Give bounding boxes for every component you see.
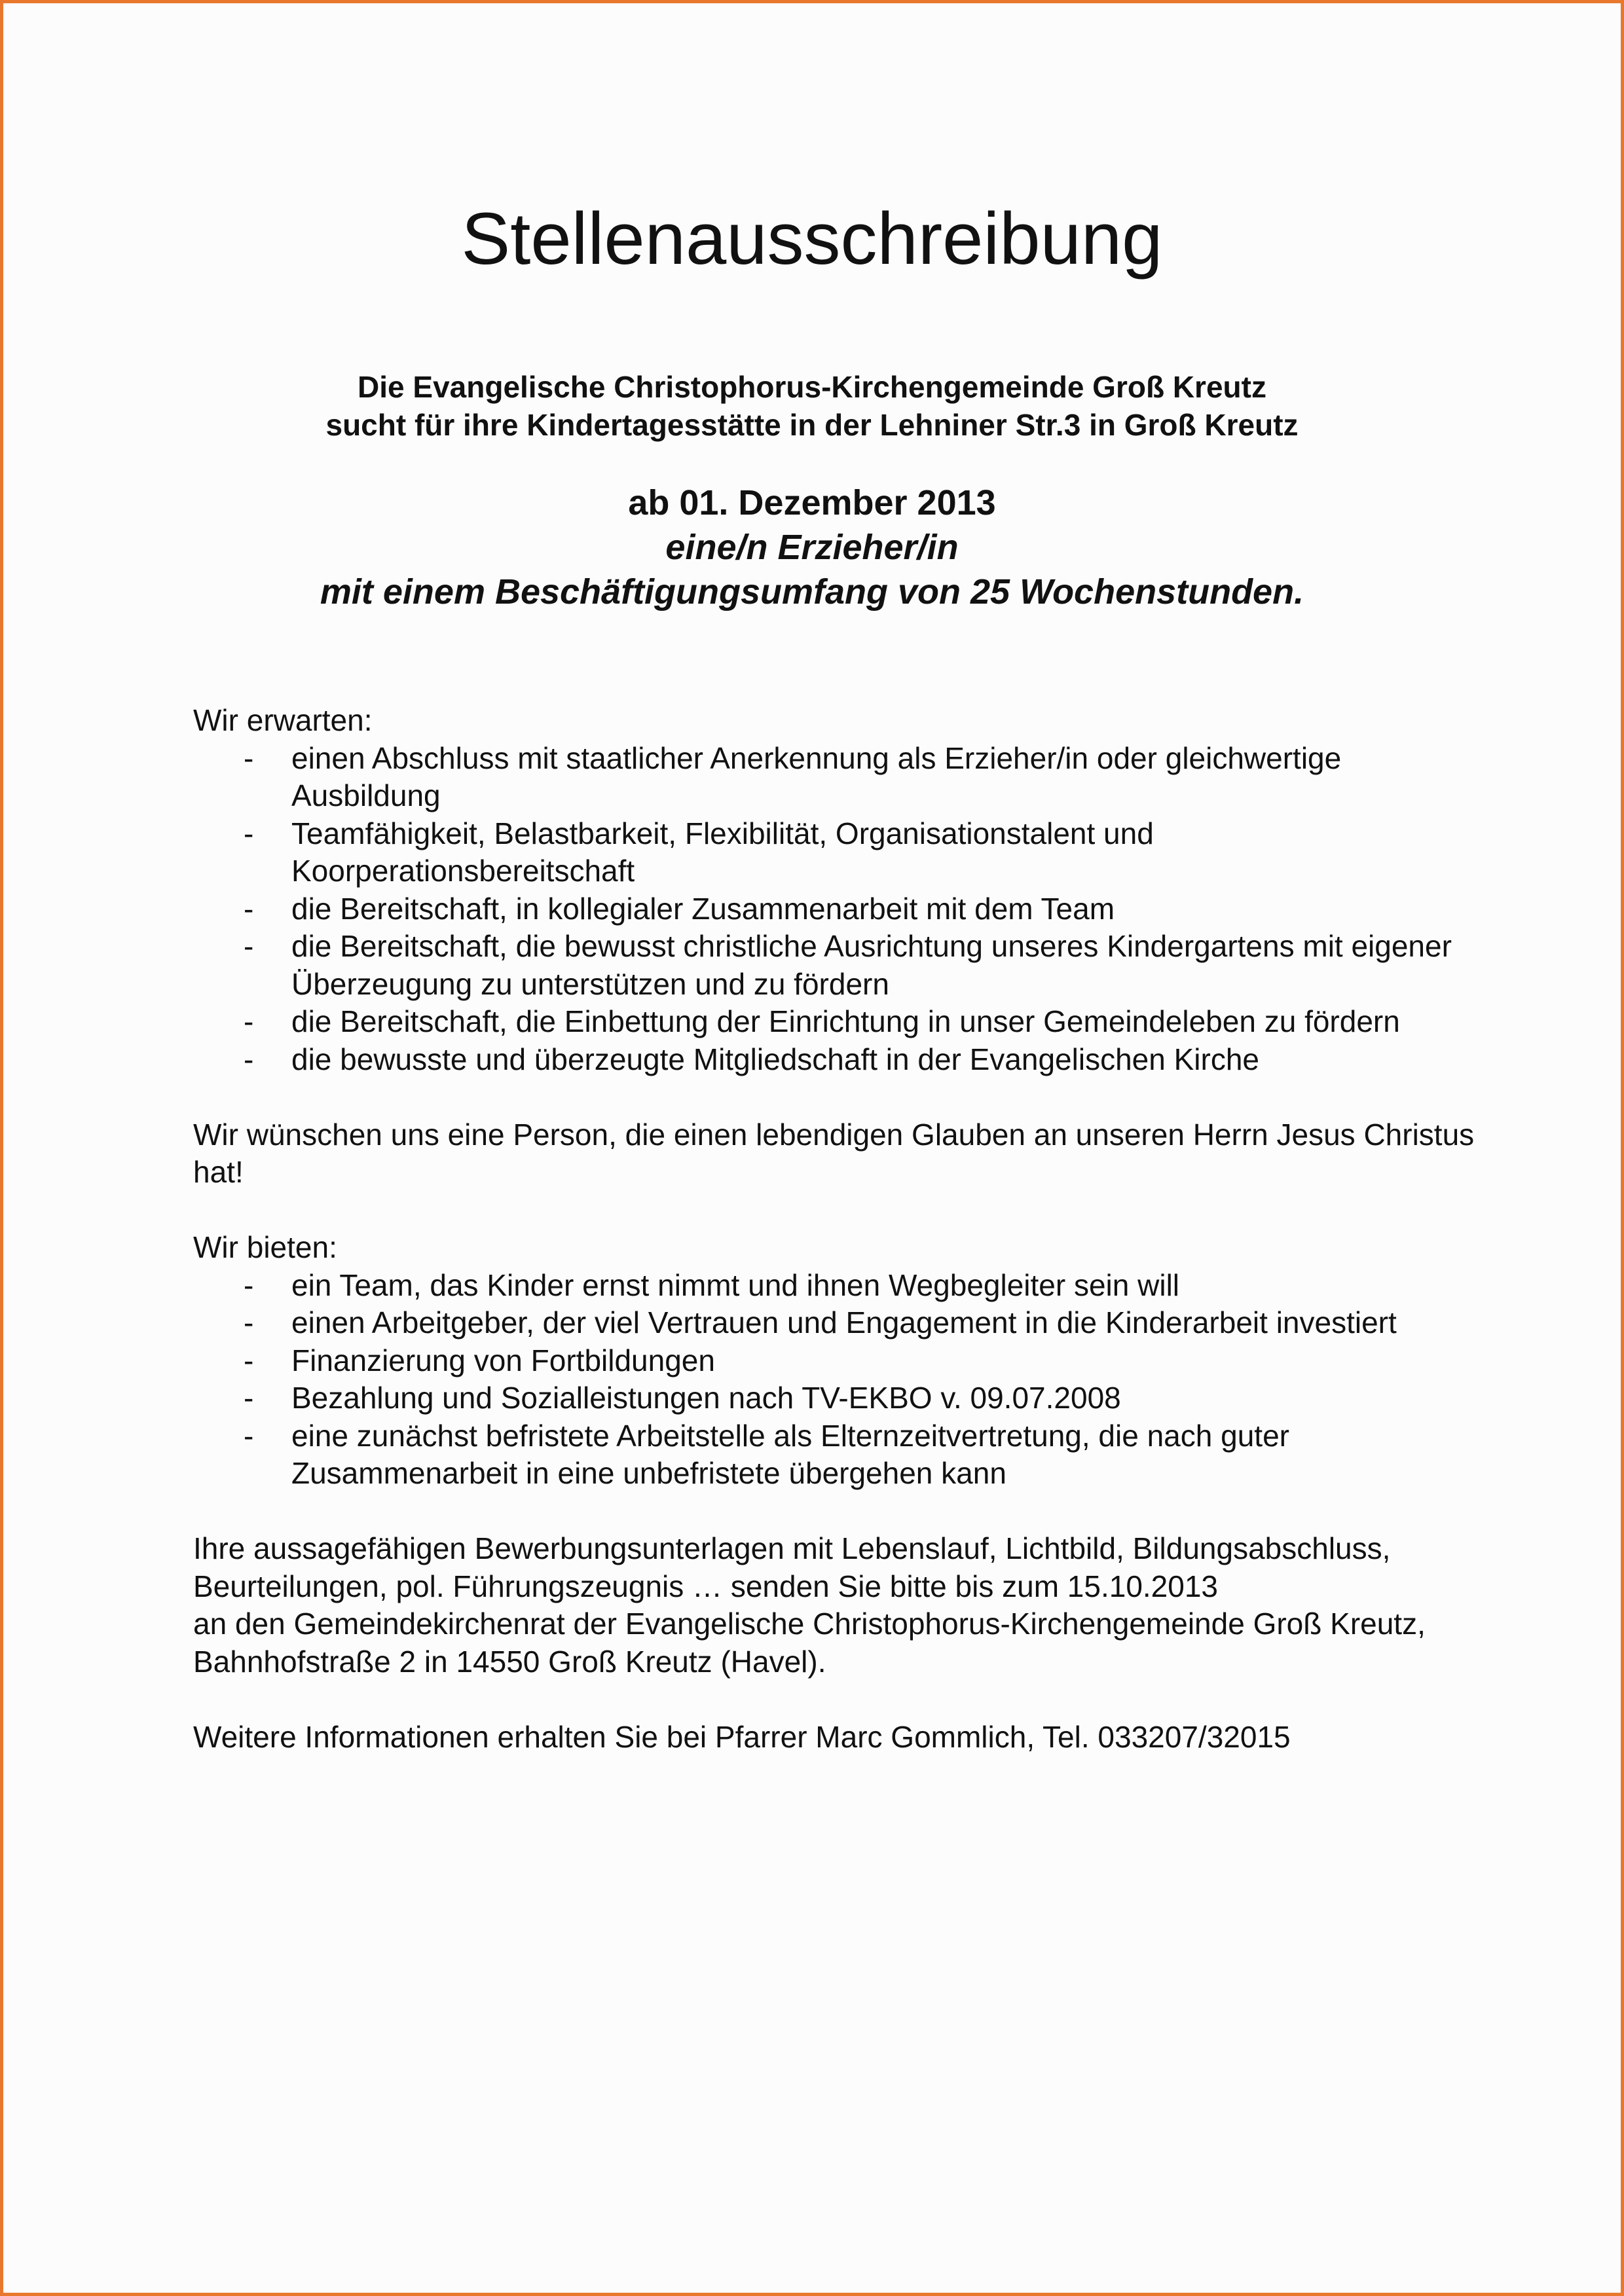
application-address: an den Gemeindekirchenrat der Evangelische Christophorus-Kirchengemeinde Groß Kreutz, Bahnhofstraße 2 in 14550 Groß Kreutz (Havel). <box>193 1607 1426 1679</box>
dash-marker: - <box>244 816 254 850</box>
dash-marker: - <box>244 891 254 926</box>
spacer <box>193 1493 1477 1531</box>
spacer <box>193 1681 1477 1719</box>
list-item-text: Teamfähigkeit, Belastbarkeit, Flexibilität, Organisationstalent und Koorperationsbereitschaft <box>291 816 1154 888</box>
list-item-text: eine zunächst befristete Arbeitstelle als Elternzeitvertretung, die nach guter Zusammenarbeit in eine unbefristete übergehen kann <box>291 1418 1289 1490</box>
wish-paragraph: Wir wünschen uns eine Person, die einen lebendigen Glauben an unseren Herrn Jesus Christus hat! <box>193 1117 1475 1189</box>
list-item <box>193 1041 1477 1079</box>
list-item <box>193 1417 1477 1493</box>
expect-heading: Wir erwarten: <box>193 703 373 737</box>
list-item-text: die Bereitschaft, die bewusst christliche Ausrichtung unseres Kindergartens mit eigener Überzeugung zu unterstützen und zu fördern <box>291 929 1452 1001</box>
list-item <box>193 1003 1477 1041</box>
list-item-text: Finanzierung von Fortbildungen <box>291 1343 715 1377</box>
employer-line: Die Evangelische Christophorus-Kirchengemeinde Groß Kreutz <box>358 370 1266 404</box>
position-line: eine/n Erzieher/in <box>665 528 959 567</box>
spacer <box>193 1192 1477 1230</box>
dash-marker: - <box>244 929 254 963</box>
offer-list <box>193 1267 1477 1493</box>
list-item-text: die Bereitschaft, in kollegialer Zusammenarbeit mit dem Team <box>291 891 1115 926</box>
application-paragraph: Ihre aussagefähigen Bewerbungsunterlagen mit Lebenslauf, Lichtbild, Bildungsabschluss, Beurteilungen, pol. Führungszeugnis … senden Sie bitte bis zum 15.10.2013 <box>193 1531 1391 1603</box>
list-item <box>193 815 1477 890</box>
list-item <box>193 890 1477 928</box>
list-item <box>193 1379 1477 1417</box>
dash-marker: - <box>244 1418 254 1453</box>
dash-marker: - <box>244 1381 254 1415</box>
list-item-text: die Bereitschaft, die Einbettung der Einrichtung in unser Gemeindeleben zu fördern <box>291 1004 1400 1038</box>
dash-marker: - <box>244 1305 254 1339</box>
document-title: Stellenausschreibung <box>461 198 1163 280</box>
spacer <box>193 1078 1477 1116</box>
expect-list <box>193 740 1477 1079</box>
list-item-text: einen Arbeitgeber, der viel Vertrauen und Engagement in die Kinderarbeit investiert <box>291 1305 1397 1339</box>
list-item <box>193 1267 1477 1305</box>
offer-heading: Wir bieten: <box>193 1230 337 1264</box>
contact-line: Weitere Informationen erhalten Sie bei Pfarrer Marc Gommlich, Tel. 033207/32015 <box>193 1719 1291 1754</box>
list-item <box>193 928 1477 1003</box>
dash-marker: - <box>244 1343 254 1377</box>
document-body <box>193 702 1477 1756</box>
list-item-text: Bezahlung und Sozialleistungen nach TV-EKBO v. 09.07.2008 <box>291 1381 1121 1415</box>
dash-marker: - <box>244 740 254 775</box>
dash-marker: - <box>244 1004 254 1038</box>
dash-marker: - <box>244 1042 254 1076</box>
list-item-text: einen Abschluss mit staatlicher Anerkennung als Erzieher/in oder gleichwertige Ausbildung <box>291 740 1342 812</box>
scope-line: mit einem Beschäftigungsumfang von 25 Wochenstunden. <box>320 572 1304 611</box>
list-item <box>193 740 1477 815</box>
list-item-text: ein Team, das Kinder ernst nimmt und ihnen Wegbegleiter sein will <box>291 1267 1180 1302</box>
list-item <box>193 1304 1477 1342</box>
location-line: sucht für ihre Kindertagesstätte in der Lehniner Str.3 in Groß Kreutz <box>325 408 1299 442</box>
start-date-line: ab 01. Dezember 2013 <box>628 483 996 522</box>
list-item-text: die bewusste und überzeugte Mitgliedschaft in der Evangelischen Kirche <box>291 1042 1259 1076</box>
list-item <box>193 1342 1477 1380</box>
dash-marker: - <box>244 1267 254 1302</box>
